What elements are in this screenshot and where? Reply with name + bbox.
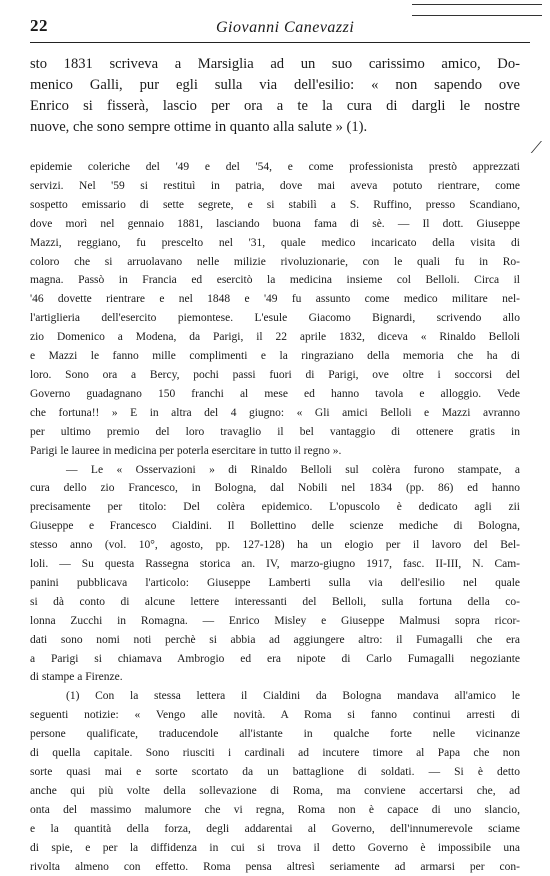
note-line: precisamente per titolo: Del colèra epidemico. L'opuscolo è dedicato agli zii (30, 501, 520, 514)
note-line: a Parigi si chiamava Ambrogio ed era nipote di Carlo Fumagalli negoziante (30, 652, 520, 665)
note-line: sospetto emissario di sette segrete, e si stabilì a S. Ruffino, presso Scandiano, (30, 198, 520, 211)
note-line: loli. — Su questa Rassegna storica an. IV, marzo-giugno 1917, fasc. II-III, N. Cam- (30, 558, 520, 571)
note-line: sorte quasi mai e sorte scortato da un battaglione di soldati. — Si è detto (30, 766, 520, 778)
note-line: cura dello zio Francesco, in Bologna, dal Nobili nel 1834 (pp. 86) ed hanno (30, 482, 520, 495)
note-line: seguenti notizie: « Vengo alle novità. A Roma si fanno continui arresti di (30, 709, 520, 722)
note-line: dati sono nomi noti perchè si abbia ad aggiungere altro: il Fumagalli che era (30, 633, 520, 646)
note-line: dove morì nel gennaio 1881, lasciando buona fama di sè. — Il dott. Giuseppe (30, 217, 520, 230)
note-line: Parigi le lauree in medicina per poterla esercitare in tutto il regno ». (30, 444, 342, 457)
note-line: di stampe a Firenze. (30, 671, 123, 684)
note-line: (1) Con la stessa lettera il Cialdini da Bologna mandava all'amico le (66, 690, 520, 703)
note-line: lonna Zucchi in Romagna. — Enrico Misley e Giuseppe Malmusi sopra ricor- (30, 614, 520, 627)
note-line: di quella capitale. Sono riusciti i cardinali ad incutere timore al Papa che non (30, 747, 520, 760)
note-line: di spie, e per la diffidenza in cui si trova il detto Governo è impossibile una (30, 841, 520, 854)
note-line: anche qui più volte della sollevazione di Roma, ma conviene accertarsi che, ad (30, 784, 520, 797)
page-header (30, 16, 530, 42)
body-line: Enrico si fisserà, lascio per ora a te la cura di dargli le nostre (30, 98, 520, 114)
note-line: loro. Sono ora a Bercy, pochi passi fuori di Parigi, ove oltre i soccorsi del (30, 368, 520, 381)
note-line: — Le « Osservazioni » di Rinaldo Belloli sul colèra furono stampate, a (66, 463, 520, 476)
body-line: nuove, che sono sempre ottime in quanto alla salute » (1). (30, 119, 368, 135)
note-line: '46 dovette rientrare e nel 1848 e '49 fu assunto come medico militare nel- (30, 293, 520, 306)
decorative-rule (412, 4, 542, 16)
header-rule (30, 42, 530, 43)
note-line: onta del massimo malumore che vi regna, Roma non è capace di uno slancio, (30, 803, 520, 816)
note-line: epidemie coleriche del '49 e del '54, e come professionista prestò apprezzati (30, 161, 520, 173)
footnotes (30, 158, 520, 876)
note-line: e la quantità della forza, degli addarentai al Governo, dell'innumerevole sciame (30, 822, 520, 835)
note-line: rivolta almeno con effetto. Roma pensa altresì seriamente ad armarsi per con- (30, 860, 520, 873)
note-line: stesso anno (vol. 10°, agosto, pp. 127-128) ha un elogio per il lavoro del Bel- (30, 539, 520, 552)
note-line: e Mazzi le fanno mille complimenti e la ringraziano della memoria che ha di (30, 350, 520, 363)
note-line: coloro che si arruolavano nelle milizie rivoluzionarie, con le quali fu in Ro- (30, 255, 520, 268)
note-line: Mazzi, reggiano, fu prescelto nel '31, quale medico incaricato della visita di (30, 236, 520, 249)
note-line: che fortuna!! » E in altra del 4 giugno: « Gli amici Belloli e Mazzi avranno (30, 406, 520, 419)
note-line: l'artiglieria dell'esercito piemontese. L'esule Giacomo Bignardi, scrivendo allo (30, 312, 520, 325)
note-line: si dà conto di alcune lettere interessanti del Belloli, sulla fortuna della co- (30, 595, 520, 608)
main-text (30, 54, 520, 138)
body-line: menico Galli, pur egli sulla via dell'esilio: « non sapendo ove (30, 77, 520, 93)
note-line: persone qualificate, traducendole all'istante in qualche forte nelle vicinanze (30, 728, 520, 741)
note-line: Governo guadagnano 150 franchi al mese ed hanno tavola e alloggio. Vede (30, 387, 520, 400)
note-line: per ultimo premio del loro travaglio il bel vantaggio di ottenere gratis in (30, 425, 520, 438)
running-head: Giovanni Canevazzi (216, 19, 355, 36)
body-line: sto 1831 scriveva a Marsiglia ad un suo carissimo amico, Do- (30, 56, 520, 72)
pen-mark: ⟋ (530, 140, 542, 157)
page-number: 22 (30, 16, 48, 35)
note-line: panini pubblicava l'articolo: Giuseppe Lamberti sulla via dell'esilio nel quale (30, 576, 520, 589)
note-line: zio Domenico a Modena, da Parigi, il 22 aprile 1832, diceva « Rinaldo Belloli (30, 331, 520, 344)
note-line: servizi. Nel '59 si restituì in patria, dove mai aveva potuto rientrare, come (30, 179, 520, 192)
note-line: magna. Passò in Francia ed esercitò la medicina insieme col Belloli. Circa il (30, 274, 520, 287)
note-line: Giuseppe e Francesco Cialdini. Il Bollettino delle scienze mediche di Bologna, (30, 520, 520, 533)
